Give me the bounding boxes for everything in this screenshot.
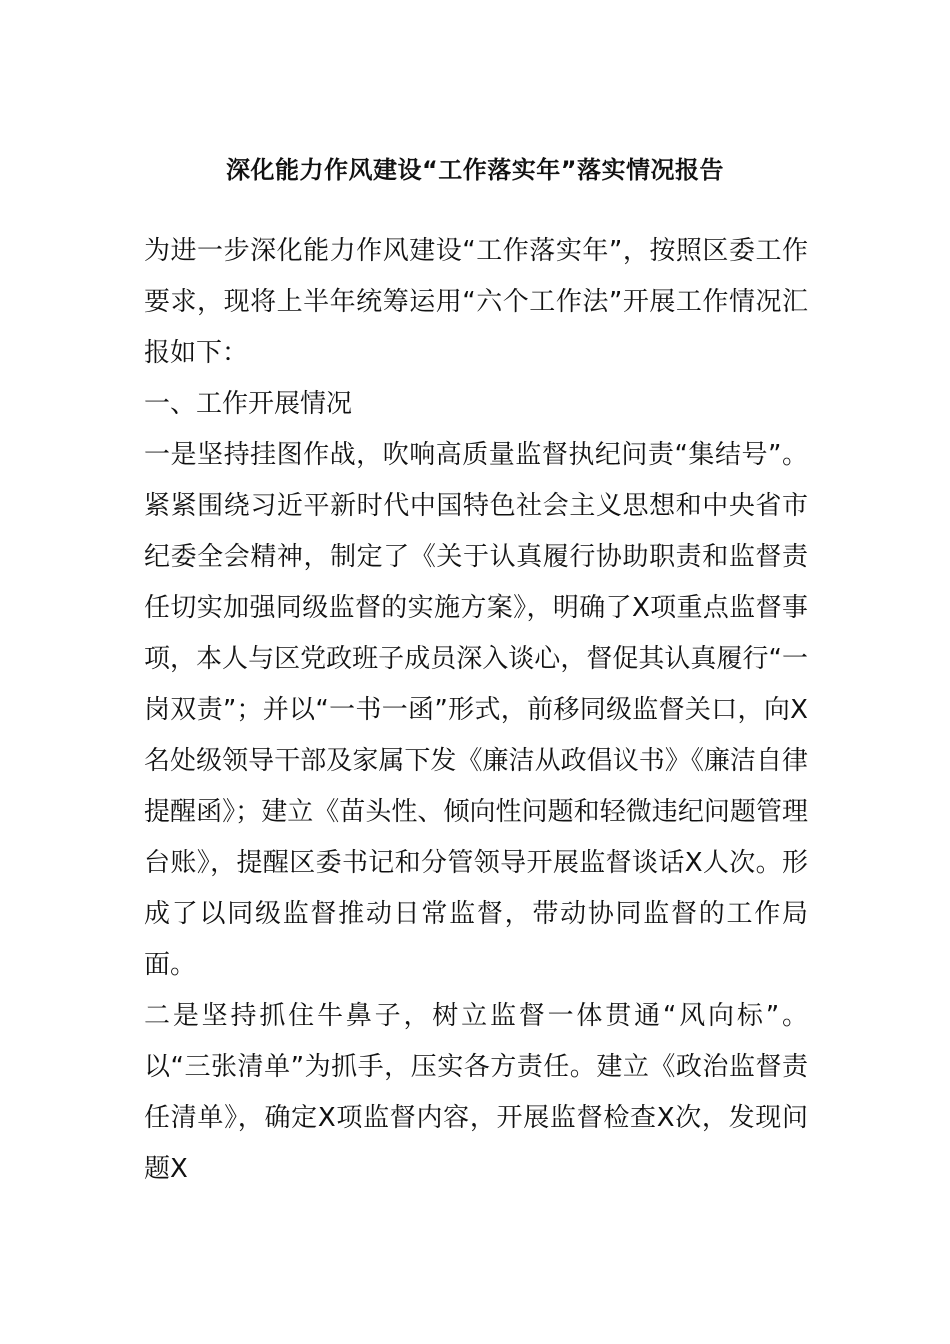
- document-title: 深化能力作风建设“工作落实年”落实情况报告: [225, 156, 725, 184]
- section-heading: 一、工作开展情况: [144, 389, 353, 419]
- paragraph-point-one: 一是坚持挂图作战，吹响高质量监督执纪问责“集结号”。紧紧围绕习近平新时代中国特色社会主义思想和中央省市纪委全会精神，制定了《关于认真履行协助职责和监督责任切实加强同级监督的实施方案》，明确了X项重点监督事项，本人与区党政班子成员深入谈心，督促其认真履行“一岗双责”；并以“一书一函”形式，前移同级监督关口，向X名处级领导干部及家属下发《廉洁从政倡议书》《廉洁自律提醒函》；建立《苗头性、倾向性问题和轻微违纪问题管理台账》，提醒区委书记和分管领导开展监督谈话X人次。形成了以同级监督推动日常监督，带动协同监督的工作局面。: [144, 440, 808, 980]
- paragraph-intro: 为进一步深化能力作风建设“工作落实年”，按照区委工作要求，现将上半年统筹运用“六个工作法”开展工作情况汇报如下：: [144, 236, 808, 368]
- document-body: [144, 226, 808, 1195]
- paragraph-point-two: 二是坚持抓住牛鼻子，树立监督一体贯通“风向标”。以“三张清单”为抓手，压实各方责任。建立《政治监督责任清单》，确定X项监督内容，开展监督检查X次，发现问题X: [144, 1001, 808, 1184]
